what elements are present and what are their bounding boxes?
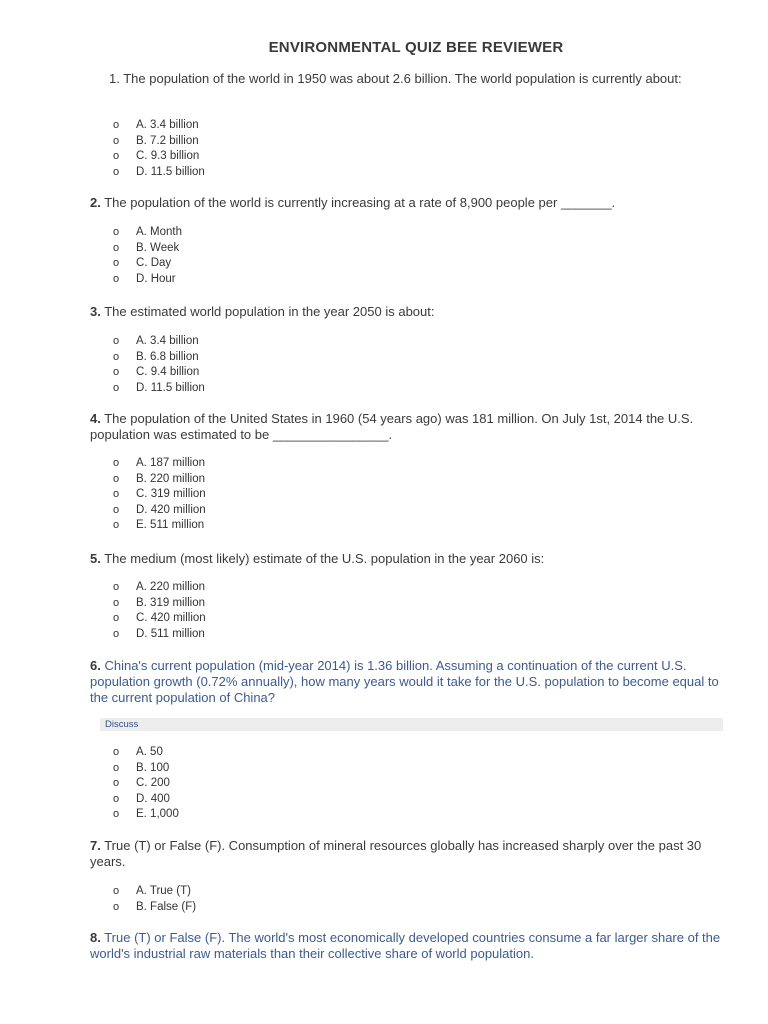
option-label: B. 100 (136, 761, 170, 774)
bullet-icon: o (113, 596, 120, 609)
question-number: 3. (90, 304, 101, 319)
option-item (113, 456, 206, 472)
bullet-icon: o (113, 257, 120, 270)
option-label: B. Week (136, 241, 180, 254)
question-number: 4. (90, 411, 101, 426)
question-6 (90, 658, 730, 706)
bullet-icon: o (113, 119, 120, 131)
option-label: D. 11.5 billion (136, 165, 205, 178)
bullet-icon: o (113, 241, 120, 254)
question-text: The medium (most likely) estimate of the U.S. population in the year 2060 is: (100, 551, 545, 566)
bullet-icon: o (113, 457, 120, 469)
option-label: A. 3.4 billion (136, 119, 199, 131)
options-list-6 (113, 745, 179, 823)
option-item (113, 134, 205, 150)
option-label: C. Day (136, 257, 172, 270)
question-text: True (T) or False (F). Consumption of mineral resources globally has increased sharply over the past 30 years. (90, 838, 702, 869)
option-label: A. Month (136, 226, 183, 238)
option-item (113, 256, 182, 272)
option-item (113, 518, 206, 534)
option-label: C. 420 million (136, 612, 206, 625)
bullet-icon: o (113, 488, 120, 501)
option-label: C. 319 million (136, 488, 206, 501)
option-label: B. 6.8 billion (136, 350, 199, 363)
question-7 (90, 838, 730, 870)
option-label: D. 400 (136, 792, 170, 805)
option-item (113, 596, 206, 612)
bullet-icon: o (113, 381, 120, 394)
question-text: China's current population (mid-year 2014) is 1.36 billion. Assuming a continuation of the current U.S. population growth (0.72% annually), how many years would it take for the U.S. population to become equal to the current population of China? (90, 658, 719, 705)
question-4 (90, 411, 730, 443)
bullet-icon: o (113, 746, 120, 758)
question-2 (90, 195, 730, 211)
options-list-7 (113, 884, 196, 915)
question-5 (90, 551, 730, 567)
question-number: 6. (90, 658, 101, 673)
option-label: D. 11.5 billion (136, 381, 205, 394)
option-item (113, 900, 196, 916)
question-8 (90, 930, 730, 962)
option-label: A. 187 million (136, 457, 206, 469)
question-text: True (T) or False (F). The world's most economically developed countries consume a far larger share of the world's industrial raw materials than their collective share of world population. (90, 930, 721, 961)
option-item (113, 884, 196, 900)
bullet-icon: o (113, 792, 120, 805)
option-label: E. 511 million (136, 519, 205, 532)
bullet-icon: o (113, 472, 120, 485)
question-text: The estimated world population in the year 2050 is about: (100, 304, 435, 319)
question-number: 2. (90, 195, 101, 210)
option-label: B. False (F) (136, 900, 197, 913)
option-item (113, 761, 179, 777)
option-item (113, 149, 205, 165)
option-item (113, 165, 205, 181)
option-label: E. 1,000 (136, 808, 179, 821)
option-item (113, 807, 179, 823)
option-label: A. 50 (136, 746, 163, 758)
question-text: The population of the United States in 1960 (54 years ago) was 181 million. On July 1st, 2014 the U.S. population was estimated to be ________________. (90, 411, 694, 442)
options-list-4 (113, 456, 206, 534)
option-label: A. 220 million (136, 581, 206, 593)
bullet-icon: o (113, 272, 120, 285)
option-label: B. 220 million (136, 472, 206, 485)
option-item (113, 580, 206, 596)
options-list-1 (113, 118, 205, 180)
question-number: 8. (90, 930, 101, 945)
bullet-icon: o (113, 900, 120, 913)
question-text: The population of the world is currently increasing at a rate of 8,900 people per _______. (100, 195, 616, 210)
question-text: 1. The population of the world in 1950 was about 2.6 billion. The world population is currently about: (109, 71, 682, 86)
bullet-icon: o (113, 519, 120, 532)
option-item (113, 487, 206, 503)
bullet-icon: o (113, 134, 120, 147)
option-item (113, 776, 179, 792)
option-label: C. 9.3 billion (136, 150, 200, 163)
option-item (113, 792, 179, 808)
options-list-2 (113, 225, 182, 287)
bullet-icon: o (113, 808, 120, 821)
bullet-icon: o (113, 150, 120, 163)
option-label: D. 420 million (136, 503, 206, 516)
bullet-icon: o (113, 761, 120, 774)
option-label: B. 319 million (136, 596, 206, 609)
option-label: D. 511 million (136, 627, 205, 640)
bullet-icon: o (113, 350, 120, 363)
option-item (113, 611, 206, 627)
question-1 (109, 71, 689, 87)
bullet-icon: o (113, 627, 120, 640)
options-list-5 (113, 580, 206, 642)
options-list-3 (113, 334, 205, 396)
document-title: ENVIRONMENTAL QUIZ BEE REVIEWER (268, 39, 564, 56)
option-item (113, 241, 182, 257)
bullet-icon: o (113, 612, 120, 625)
bullet-icon: o (113, 165, 120, 178)
option-label: C. 9.4 billion (136, 366, 200, 379)
option-label: A. True (T) (136, 885, 191, 897)
option-label: C. 200 (136, 777, 170, 790)
option-label: A. 3.4 billion (136, 335, 199, 347)
option-item (113, 118, 205, 134)
bullet-icon: o (113, 777, 120, 790)
bullet-icon: o (113, 503, 120, 516)
bullet-icon: o (113, 226, 120, 238)
option-item (113, 627, 206, 643)
option-item (113, 472, 206, 488)
option-item (113, 272, 182, 288)
bullet-icon: o (113, 366, 120, 379)
option-item (113, 381, 205, 397)
question-3 (90, 304, 730, 320)
question-number: 5. (90, 551, 101, 566)
option-label: B. 7.2 billion (136, 134, 199, 147)
option-item (113, 350, 205, 366)
option-item (113, 745, 179, 761)
option-label: D. Hour (136, 272, 176, 285)
option-item (113, 503, 206, 519)
bullet-icon: o (113, 335, 120, 347)
discuss-link[interactable]: Discuss (100, 718, 723, 731)
option-item (113, 334, 205, 350)
bullet-icon: o (113, 885, 120, 897)
option-item (113, 365, 205, 381)
question-number: 7. (90, 838, 101, 853)
option-item (113, 225, 182, 241)
bullet-icon: o (113, 581, 120, 593)
